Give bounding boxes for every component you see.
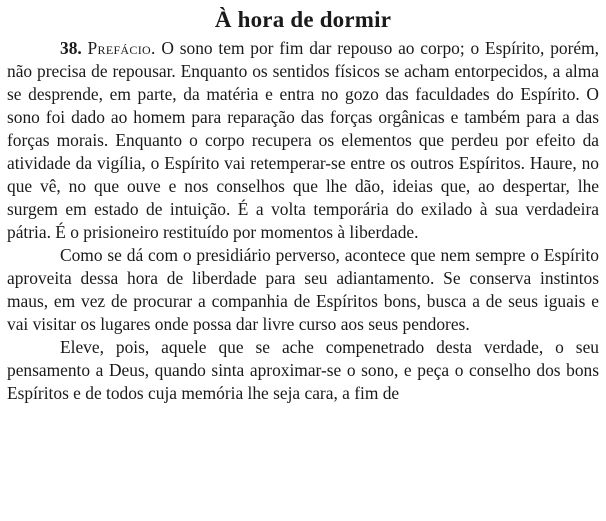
- paragraph-2: Como se dá com o presidiário perverso, acontece que nem sempre o Espírito aproveita dessa hora de liberdade para seu adiantamento. Se conserva instintos maus, em vez de procurar a companhia de Espíritos bons, busca a de seus iguais e vai visitar os lugares onde possa dar livre curso aos seus pendores.: [7, 245, 599, 334]
- paragraph-1-text: O sono tem por fim dar repouso ao corpo; o Espírito, porém, não precisa de repousar. Enquanto os sentidos físicos se acham entorpecidos, a alma se desprende, em parte, da matéria e entra no gozo das faculdades do Espírito. O sono foi dado ao homem para reparação das forças orgânicas e também para a das forças morais. Enquanto o corpo recupera os elementos que perdeu por efeito da atividade da vigília, o Espírito vai retemperar-se entre os outros Espíritos. Haure, no que vê, no que ouve e nos conselhos que lhe dão, ideias que, ao despertar, lhe surgem em estado de intuição. É a volta temporária do exilado à sua verdadeira pátria. É o prisioneiro restituído por momentos à liberdade.: [7, 38, 599, 242]
- section-number: 38.: [60, 38, 82, 58]
- paragraph-1: [7, 37, 599, 244]
- paragraph-3: Eleve, pois, aquele que se ache compenetrado desta verdade, o seu pensamento a Deus, quando sinta aproximar-se o sono, e peça o conselho dos bons Espíritos e de todos cuja memória lhe seja cara, a fim de: [7, 337, 599, 403]
- section-body: [7, 37, 599, 405]
- page-title: À hora de dormir: [214, 7, 392, 32]
- section-label: Prefácio.: [87, 38, 156, 58]
- document-page: [7, 0, 599, 521]
